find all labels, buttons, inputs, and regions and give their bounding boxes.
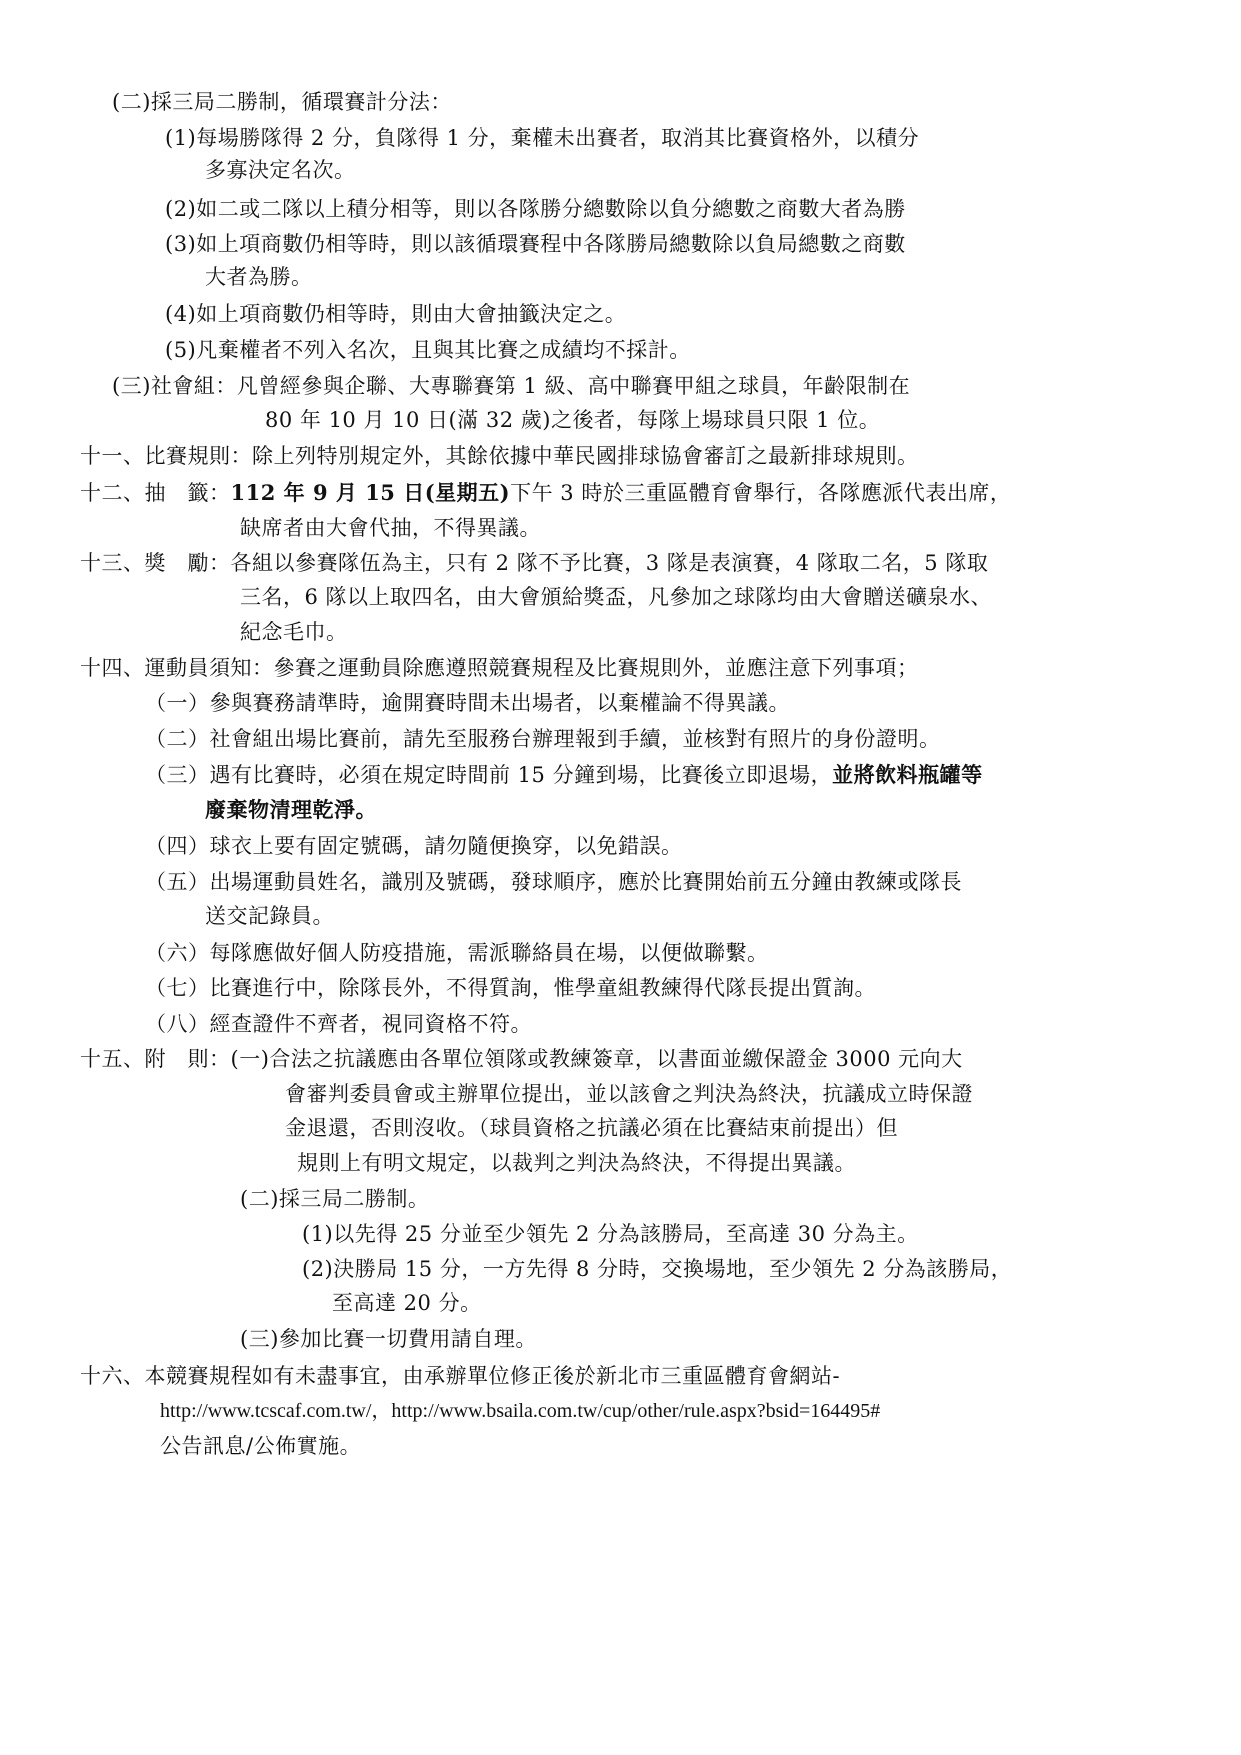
article-13-continuation-1: 三名，6 隊以上取四名，由大會頒給獎盃，凡參加之球隊均由大會贈送礦泉水、 [240, 585, 993, 609]
notice-item-7: （七）比賽進行中，除隊長外，不得質詢，惟學童組教練得代隊長提出質詢。 [145, 976, 876, 1000]
rule-2-text: (2)如二或二隊以上積分相等，則以各隊勝分總數除以負分總數之商數大者為勝 [165, 197, 906, 221]
notice-item-3-text: （三）遇有比賽時，必須在規定時間前 15 分鐘到場，比賽後立即退場， [145, 763, 833, 787]
notice-item-5: （五）出場運動員姓名，識別及號碼，發球順序，應於比賽開始前五分鐘由教練或隊長 [145, 870, 962, 894]
rule-5-text: (5)凡棄權者不列入名次，且與其比賽之成績均不採計。 [165, 338, 691, 362]
notice-item-6: （六）每隊應做好個人防疫措施，需派聯絡員在場，以便做聯繫。 [145, 941, 769, 965]
section-3-social-group: (三)社會組：凡曾經參與企聯、大專聯賽第 1 級、高中聯賽甲組之球員，年齡限制在 [112, 374, 911, 398]
article-13-continuation-2: 紀念毛巾。 [240, 620, 348, 644]
article-12-continuation: 缺席者由大會代抽，不得異議。 [240, 516, 541, 540]
notice-item-4: （四）球衣上要有固定號碼，請勿隨便換穿，以免錯誤。 [145, 834, 683, 858]
notice-item-3-bold: 並將飲料瓶罐等 [832, 762, 983, 787]
draw-date: 112 年 9 月 15 日(星期五) [230, 480, 511, 505]
rule-1-text: (1)每場勝隊得 2 分，負隊得 1 分，棄權未出賽者，取消其比賽資格外，以積分 [165, 126, 920, 150]
article-15-supplementary: 十五、附 則：(一)合法之抗議應由各單位領隊或教練簽章，以書面並繳保證金 3000 元向大 [80, 1047, 963, 1071]
article-12-label: 十二、抽 籤： [80, 481, 231, 505]
notice-item-3 [145, 762, 983, 788]
notice-item-1: （一）參與賽務請準時，逾開賽時間未出場者，以棄權論不得異議。 [145, 691, 790, 715]
scoring-rule-2: (2)決勝局 15 分，一方先得 8 分時，交換場地，至少領先 2 分為該勝局， [302, 1257, 1013, 1281]
article-15-item-2: (二)採三局二勝制。 [240, 1187, 430, 1211]
article-16-amendment: 十六、本競賽規程如有未盡事宜，由承辦單位修正後於新北市三重區體育會網站- [80, 1364, 841, 1388]
rule-3-text: (3)如上項商數仍相等時，則以該循環賽程中各隊勝局總數除以負局總數之商數 [165, 232, 906, 256]
article-15-continuation-1: 會審判委員會或主辦單位提出，並以該會之判決為終決，抗議成立時保證 [285, 1082, 973, 1106]
article-14-athlete-notice: 十四、運動員須知：參賽之運動員除應遵照競賽規程及比賽規則外，並應注意下列事項； [80, 656, 919, 680]
article-15-continuation-2: 金退還，否則沒收。（球員資格之抗議必須在比賽結束前提出）但 [285, 1116, 898, 1140]
rule-1-continuation: 多寡決定名次。 [205, 158, 356, 182]
rule-3-continuation: 大者為勝。 [205, 265, 313, 289]
notice-item-8: （八）經查證件不齊者，視同資格不符。 [145, 1012, 532, 1036]
article-15-continuation-3: 規則上有明文規定，以裁判之判決為終決，不得提出異議。 [297, 1151, 856, 1175]
article-16-continuation: 公告訊息/公佈實施。 [160, 1434, 362, 1458]
article-15-item-3: (三)參加比賽一切費用請自理。 [240, 1327, 537, 1351]
notice-item-3-continuation: 廢棄物清理乾淨。 [205, 797, 377, 822]
rule-4-text: (4)如上項商數仍相等時，則由大會抽籤決定之。 [165, 302, 627, 326]
notice-item-5-continuation: 送交記錄員。 [205, 904, 334, 928]
scoring-rule-1: (1)以先得 25 分並至少領先 2 分為該勝局，至高達 30 分為主。 [302, 1222, 919, 1246]
notice-item-2: （二）社會組出場比賽前，請先至服務台辦理報到手續，並核對有照片的身份證明。 [145, 727, 941, 751]
article-12-text: 下午 3 時於三重區體育會舉行，各隊應派代表出席， [510, 481, 1012, 505]
article-13-awards: 十三、獎 勵：各組以參賽隊伍為主，只有 2 隊不予比賽，3 隊是表演賽，4 隊取二名，5 隊取 [80, 551, 989, 575]
article-12-draw [80, 480, 1011, 506]
article-11-match-rules: 十一、比賽規則：除上列特別規定外，其餘依據中華民國排球協會審訂之最新排球規則。 [80, 444, 919, 468]
scoring-rule-2-continuation: 至高達 20 分。 [332, 1291, 482, 1315]
section-2-heading: (二)採三局二勝制，循環賽計分法： [112, 90, 452, 114]
section-3-continuation: 80 年 10 月 10 日(滿 32 歲)之後者，每隊上場球員只限 1 位。 [265, 408, 881, 432]
website-links[interactable]: http://www.tcscaf.com.tw/，http://www.bsaila.com.tw/cup/other/rule.aspx?bsid=164495# [160, 1400, 881, 1422]
